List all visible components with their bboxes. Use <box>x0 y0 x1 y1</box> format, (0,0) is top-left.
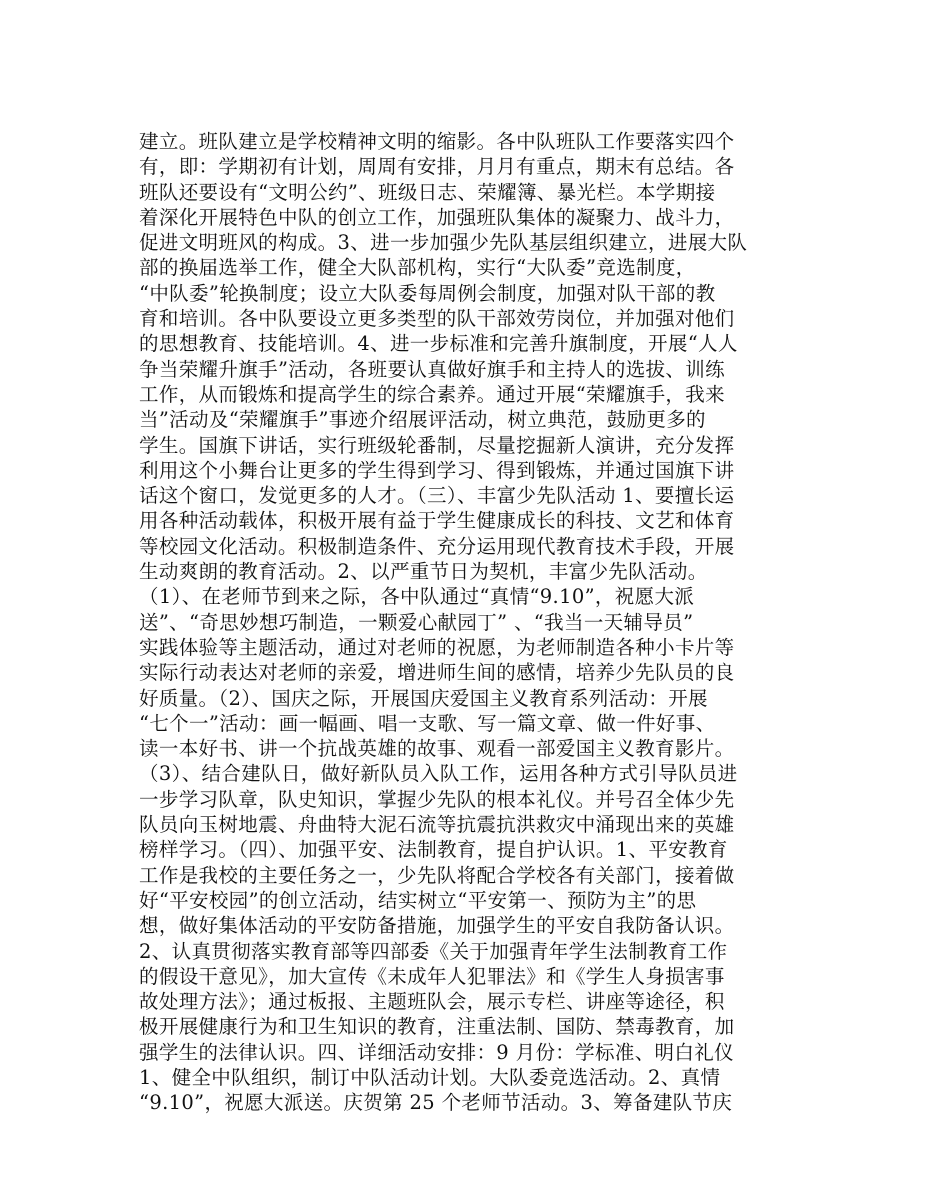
text-line: 读一本好书、讲一个抗战英雄的故事、观看一部爱国主义教育影片。 <box>139 737 735 761</box>
text-line: “9.10”，祝愿大派送。庆贺第 25 个老师节活动。3、筹备建队节庆 <box>139 1091 733 1115</box>
text-line: 2、认真贯彻落实教育部等四部委《关于加强青年学生法制教育工作 <box>139 939 728 963</box>
text-line: “七个一”活动：画一幅画、唱一支歌、写一篇文章、做一件好事、 <box>139 711 716 735</box>
text-line: 争当荣耀升旗手”活动，各班要认真做好旗手和主持人的选拔、训练 <box>139 357 725 381</box>
text-line: 有，即：学期初有计划，周周有安排，月月有重点，期末有总结。各 <box>139 155 735 179</box>
text-line: 强学生的法律认识。四、详细活动安排：9 月份：学标准、明白礼仪 <box>139 1040 734 1064</box>
text-line: 极开展健康行为和卫生知识的教育，注重法制、国防、禁毒教育，加 <box>139 1015 735 1039</box>
text-line: （1）、在老师节到来之际，各中队通过“真情“9.10”，祝愿大派 <box>139 585 695 609</box>
text-line: 队员向玉树地震、舟曲特大泥石流等抗震抗洪救灾中涌现出来的英雄 <box>139 813 735 837</box>
text-line: 工作是我校的主要任务之一，少先队将配合学校各有关部门，接着做 <box>139 863 735 887</box>
text-line: 生动爽朗的教育活动。2、以严重节日为契机，丰富少先队活动。 <box>139 560 708 584</box>
text-line: 育和培训。各中队要设立更多类型的队干部效劳岗位，并加强对他们 <box>139 307 735 331</box>
text-line: 建立。班队建立是学校精神文明的缩影。各中队班队工作要落实四个 <box>139 130 735 153</box>
text-line: 送”、“奇思妙想巧制造，一颗爱心献园丁” 、“我当一天辅导员” <box>139 610 694 634</box>
text-line: 当”活动及“荣耀旗手”事迹介绍展评活动，树立典范，鼓励更多的 <box>139 408 706 432</box>
text-line: 工作，从而锻炼和提高学生的综合素养。通过开展“荣耀旗手，我来 <box>139 382 725 406</box>
text-line: “中队委”轮换制度；设立大队委每周例会制度，加强对队干部的教 <box>139 281 716 305</box>
text-line: 部的换届选举工作，健全大队部机构，实行“大队委”竞选制度， <box>139 256 696 280</box>
text-line: 话这个窗口，发觉更多的人才。（三）、丰富少先队活动 1、要擅长运 <box>139 484 735 508</box>
text-line: 学生。国旗下讲话，实行班级轮番制，尽量挖掘新人演讲，充分发挥 <box>139 433 735 457</box>
text-line: 好“平安校园”的创立活动，结实树立“平安第一、预防为主”的思 <box>139 888 697 912</box>
text-line: 利用这个小舞台让更多的学生得到学习、得到锻炼，并通过国旗下讲 <box>139 458 735 482</box>
text-line: 榜样学习。（四）、加强平安、法制教育，提自护认识。1、平安教育 <box>139 838 728 862</box>
text-line: 促进文明班风的构成。3、进一步加强少先队基层组织建立，进展大队 <box>139 231 748 255</box>
text-line: 好质量。（2）、国庆之际，开展国庆爱国主义教育系列活动：开展 <box>139 686 708 710</box>
text-line: 的假设干意见》，加大宣传《未成年人犯罪法》和《学生人身损害事 <box>139 964 725 988</box>
text-line: 班队还要设有“文明公约”、班级日志、荣耀簿、暴光栏。本学期接 <box>139 180 716 204</box>
text-line: 的思想教育、技能培训。4、进一步标准和完善升旗制度，开展“人人 <box>139 332 738 356</box>
text-line: 1、健全中队组织，制订中队活动计划。大队委竞选活动。2、真情 <box>139 1065 721 1089</box>
text-line: 等校园文化活动。积极制造条件、充分运用现代教育技术手段，开展 <box>139 534 735 558</box>
text-line: 故处理方法》；通过板报、主题班队会，展示专栏、讲座等途径，积 <box>139 990 725 1014</box>
text-line: 实际行动表达对老师的亲爱，增进师生间的感情，培养少先队员的良 <box>139 661 735 685</box>
text-line: 想，做好集体活动的平安防备措施，加强学生的平安自我防备认识。 <box>139 914 735 938</box>
text-line: （3）、结合建队日，做好新队员入队工作，运用各种方式引导队员进 <box>139 762 738 786</box>
text-line: 着深化开展特色中队的创立工作，加强班队集体的凝聚力、战斗力， <box>139 205 735 229</box>
text-line: 用各种活动载体，积极开展有益于学生健康成长的科技、文艺和体育 <box>139 509 735 533</box>
body-text <box>139 129 819 1116</box>
text-line: 一步学习队章，队史知识，掌握少先队的根本礼仪。并号召全体少先 <box>139 787 735 811</box>
text-line: 实践体验等主题活动，通过对老师的祝愿，为老师制造各种小卡片等 <box>139 635 735 659</box>
